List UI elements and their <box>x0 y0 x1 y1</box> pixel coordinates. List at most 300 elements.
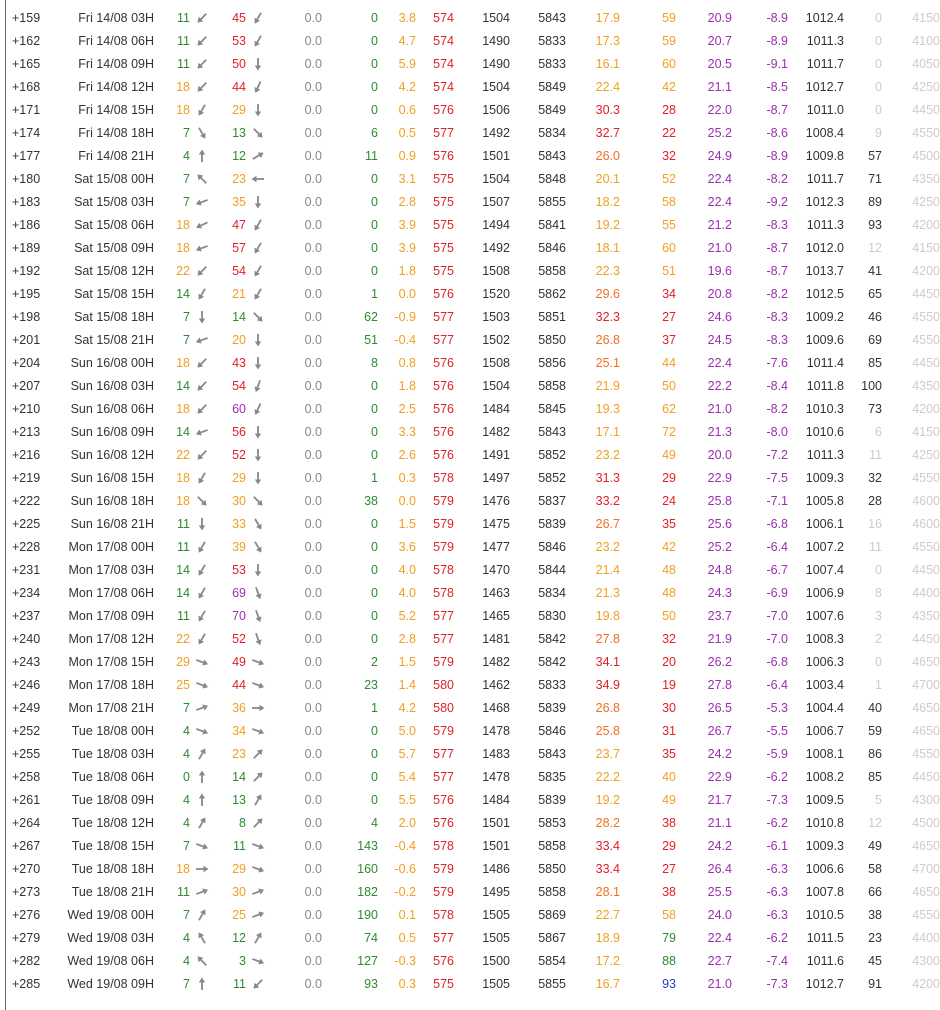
wind-speed: 18 <box>176 402 190 416</box>
freezing-level: 1504 <box>482 11 510 25</box>
forecast-datetime: Mon 17/08 00H <box>68 540 154 554</box>
level-of-free-convection: 4450 <box>912 632 940 646</box>
forecast-hour: +180 <box>12 172 41 186</box>
forecast-hour: +201 <box>12 333 41 347</box>
wind-direction-arrow-icon <box>194 907 210 923</box>
cape-value: 0 <box>371 402 378 416</box>
gust-direction-icon <box>250 217 266 233</box>
precipitation: 0.0 <box>304 172 322 186</box>
temperature-500: -8.3 <box>766 310 788 324</box>
table-row <box>0 789 940 812</box>
lifted-index: 0.5 <box>398 126 416 140</box>
cloud-cover: 0 <box>875 103 882 117</box>
temperature-500: -6.8 <box>766 655 788 669</box>
temperature-500: -9.1 <box>766 57 788 71</box>
theta-e: 579 <box>433 540 454 554</box>
theta-e: 576 <box>433 425 454 439</box>
gust-direction-icon <box>250 608 266 624</box>
forecast-hour: +282 <box>12 954 41 968</box>
wind-direction-arrow-icon <box>194 355 210 371</box>
wind-gust: 44 <box>232 678 246 692</box>
relative-humidity: 50 <box>662 609 676 623</box>
temperature-2m: 21.3 <box>595 586 620 600</box>
level-of-free-convection: 4550 <box>912 310 940 324</box>
wind-direction-icon <box>194 700 210 716</box>
wind-direction-arrow-icon <box>250 148 266 164</box>
temperature-2m: 34.9 <box>595 678 620 692</box>
temperature-850: 26.2 <box>707 655 732 669</box>
freezing-level: 1490 <box>482 34 510 48</box>
temperature-850: 20.0 <box>707 448 732 462</box>
geopotential-500: 5854 <box>538 954 566 968</box>
temperature-850: 20.5 <box>707 57 732 71</box>
cloud-cover: 69 <box>868 333 882 347</box>
level-of-free-convection: 4250 <box>912 448 940 462</box>
level-of-free-convection: 4650 <box>912 885 940 899</box>
wind-direction-arrow-icon <box>194 194 210 210</box>
gust-direction-icon <box>250 815 266 831</box>
wind-direction-arrow-icon <box>194 677 210 693</box>
relative-humidity: 37 <box>662 333 676 347</box>
wind-direction-arrow-icon <box>194 33 210 49</box>
relative-humidity: 19 <box>662 678 676 692</box>
wind-direction-arrow-icon <box>194 769 210 785</box>
sea-level-pressure: 1012.0 <box>805 241 844 255</box>
temperature-850: 22.4 <box>707 931 732 945</box>
wind-direction-arrow-icon <box>194 79 210 95</box>
theta-e: 578 <box>433 839 454 853</box>
table-row <box>0 835 940 858</box>
theta-e: 575 <box>433 195 454 209</box>
temperature-2m: 19.2 <box>595 218 620 232</box>
cape-value: 160 <box>357 862 378 876</box>
precipitation: 0.0 <box>304 333 322 347</box>
temperature-850: 26.7 <box>707 724 732 738</box>
theta-e: 576 <box>433 287 454 301</box>
relative-humidity: 60 <box>662 57 676 71</box>
forecast-datetime: Sat 15/08 00H <box>74 172 154 186</box>
lifted-index: 5.2 <box>398 609 416 623</box>
theta-e: 577 <box>433 126 454 140</box>
lifted-index: 0.8 <box>398 356 416 370</box>
temperature-2m: 25.8 <box>595 724 620 738</box>
forecast-hour: +270 <box>12 862 41 876</box>
wind-gust: 53 <box>232 563 246 577</box>
lifted-index: 3.8 <box>398 11 416 25</box>
temperature-500: -6.4 <box>766 540 788 554</box>
level-of-free-convection: 4450 <box>912 563 940 577</box>
theta-e: 578 <box>433 471 454 485</box>
gust-direction-icon <box>250 677 266 693</box>
wind-direction-icon <box>194 33 210 49</box>
wind-direction-arrow-icon <box>194 56 210 72</box>
temperature-850: 19.6 <box>707 264 732 278</box>
wind-direction-arrow-icon <box>194 10 210 26</box>
lifted-index: -0.4 <box>394 333 416 347</box>
temperature-2m: 26.7 <box>595 517 620 531</box>
temperature-2m: 33.4 <box>595 839 620 853</box>
forecast-datetime: Sun 16/08 21H <box>70 517 154 531</box>
wind-gust: 49 <box>232 655 246 669</box>
wind-speed: 11 <box>177 34 190 48</box>
cloud-cover: 3 <box>875 609 882 623</box>
cape-value: 127 <box>357 954 378 968</box>
wind-direction-icon <box>194 148 210 164</box>
forecast-hour: +273 <box>12 885 41 899</box>
wind-speed: 14 <box>176 563 190 577</box>
wind-gust: 60 <box>232 402 246 416</box>
temperature-500: -6.3 <box>766 908 788 922</box>
temperature-500: -6.9 <box>766 586 788 600</box>
temperature-850: 21.9 <box>707 632 732 646</box>
sea-level-pressure: 1004.4 <box>805 701 844 715</box>
sea-level-pressure: 1010.6 <box>805 425 844 439</box>
temperature-850: 24.0 <box>707 908 732 922</box>
cloud-cover: 16 <box>868 517 882 531</box>
theta-e: 576 <box>433 149 454 163</box>
temperature-2m: 17.1 <box>595 425 620 439</box>
wind-gust: 23 <box>232 172 246 186</box>
wind-speed: 11 <box>177 540 190 554</box>
cloud-cover: 0 <box>875 655 882 669</box>
wind-speed: 0 <box>183 770 190 784</box>
wind-speed: 22 <box>176 264 190 278</box>
gust-direction-icon <box>250 861 266 877</box>
precipitation: 0.0 <box>304 241 322 255</box>
wind-speed: 7 <box>183 908 190 922</box>
geopotential-500: 5844 <box>538 563 566 577</box>
forecast-datetime: Fri 14/08 12H <box>78 80 154 94</box>
wind-gust: 20 <box>232 333 246 347</box>
wind-direction-arrow-icon <box>250 654 266 670</box>
cloud-cover: 89 <box>868 195 882 209</box>
sea-level-pressure: 1012.5 <box>805 287 844 301</box>
cloud-cover: 6 <box>875 425 882 439</box>
sea-level-pressure: 1008.2 <box>805 770 844 784</box>
wind-gust: 52 <box>232 632 246 646</box>
theta-e: 577 <box>433 609 454 623</box>
geopotential-500: 5841 <box>538 218 566 232</box>
gust-direction-icon <box>250 286 266 302</box>
forecast-hour: +264 <box>12 816 41 830</box>
wind-direction-icon <box>194 102 210 118</box>
precipitation: 0.0 <box>304 586 322 600</box>
sea-level-pressure: 1009.2 <box>805 310 844 324</box>
temperature-2m: 28.2 <box>595 816 620 830</box>
wind-direction-arrow-icon <box>250 102 266 118</box>
forecast-hour: +210 <box>12 402 41 416</box>
wind-gust: 29 <box>232 471 246 485</box>
freezing-level: 1507 <box>482 195 510 209</box>
wind-speed: 14 <box>176 287 190 301</box>
geopotential-500: 5858 <box>538 264 566 278</box>
geopotential-500: 5839 <box>538 517 566 531</box>
geopotential-500: 5846 <box>538 724 566 738</box>
gust-direction-icon <box>250 171 266 187</box>
wind-speed: 7 <box>183 126 190 140</box>
forecast-hour: +204 <box>12 356 41 370</box>
table-row <box>0 973 940 996</box>
level-of-free-convection: 4100 <box>912 34 940 48</box>
gust-direction-icon <box>250 148 266 164</box>
cloud-cover: 45 <box>868 954 882 968</box>
relative-humidity: 35 <box>662 517 676 531</box>
temperature-2m: 25.1 <box>595 356 620 370</box>
temperature-500: -7.0 <box>766 632 788 646</box>
cloud-cover: 93 <box>868 218 882 232</box>
forecast-datetime: Tue 18/08 21H <box>71 885 154 899</box>
cape-value: 1 <box>371 471 378 485</box>
temperature-850: 25.8 <box>707 494 732 508</box>
cape-value: 0 <box>371 172 378 186</box>
precipitation: 0.0 <box>304 448 322 462</box>
temperature-500: -8.2 <box>766 287 788 301</box>
relative-humidity: 38 <box>662 885 676 899</box>
forecast-datetime: Wed 19/08 06H <box>67 954 154 968</box>
relative-humidity: 31 <box>662 724 676 738</box>
temperature-850: 25.2 <box>707 540 732 554</box>
cloud-cover: 8 <box>875 586 882 600</box>
temperature-2m: 32.3 <box>595 310 620 324</box>
gust-direction-icon <box>250 102 266 118</box>
precipitation: 0.0 <box>304 218 322 232</box>
gust-direction-icon <box>250 884 266 900</box>
precipitation: 0.0 <box>304 724 322 738</box>
freezing-level: 1505 <box>482 931 510 945</box>
temperature-500: -8.2 <box>766 402 788 416</box>
wind-direction-arrow-icon <box>250 355 266 371</box>
wind-direction-arrow-icon <box>194 930 210 946</box>
level-of-free-convection: 4700 <box>912 862 940 876</box>
temperature-500: -8.4 <box>766 379 788 393</box>
wind-direction-icon <box>194 815 210 831</box>
wind-direction-arrow-icon <box>250 309 266 325</box>
forecast-hour: +162 <box>12 34 41 48</box>
freezing-level: 1462 <box>482 678 510 692</box>
lifted-index: -0.3 <box>394 954 416 968</box>
level-of-free-convection: 4350 <box>912 172 940 186</box>
lifted-index: 1.5 <box>398 517 416 531</box>
wind-direction-arrow-icon <box>250 746 266 762</box>
cape-value: 0 <box>371 80 378 94</box>
wind-speed: 14 <box>176 586 190 600</box>
theta-e: 576 <box>433 402 454 416</box>
gust-direction-icon <box>250 562 266 578</box>
forecast-datetime: Sat 15/08 21H <box>74 333 154 347</box>
wind-gust: 13 <box>232 126 246 140</box>
forecast-datetime: Tue 18/08 06H <box>71 770 154 784</box>
freezing-level: 1478 <box>482 770 510 784</box>
wind-direction-arrow-icon <box>250 56 266 72</box>
level-of-free-convection: 4200 <box>912 977 940 991</box>
freezing-level: 1491 <box>482 448 510 462</box>
table-row <box>0 375 940 398</box>
table-row <box>0 950 940 973</box>
geopotential-500: 5833 <box>538 34 566 48</box>
relative-humidity: 35 <box>662 747 676 761</box>
wind-direction-icon <box>194 769 210 785</box>
gust-direction-icon <box>250 447 266 463</box>
temperature-2m: 16.7 <box>595 977 620 991</box>
geopotential-500: 5834 <box>538 126 566 140</box>
gust-direction-icon <box>250 470 266 486</box>
freezing-level: 1508 <box>482 264 510 278</box>
temperature-500: -6.4 <box>766 678 788 692</box>
gust-direction-icon <box>250 654 266 670</box>
cloud-cover: 73 <box>868 402 882 416</box>
cape-value: 1 <box>371 701 378 715</box>
temperature-2m: 34.1 <box>595 655 620 669</box>
temperature-500: -7.1 <box>766 494 788 508</box>
cape-value: 0 <box>371 517 378 531</box>
wind-direction-arrow-icon <box>250 217 266 233</box>
geopotential-500: 5837 <box>538 494 566 508</box>
temperature-850: 24.3 <box>707 586 732 600</box>
precipitation: 0.0 <box>304 149 322 163</box>
temperature-850: 26.4 <box>707 862 732 876</box>
wind-direction-arrow-icon <box>250 470 266 486</box>
wind-direction-arrow-icon <box>250 769 266 785</box>
temperature-850: 24.2 <box>707 839 732 853</box>
geopotential-500: 5842 <box>538 655 566 669</box>
table-row <box>0 697 940 720</box>
geopotential-500: 5846 <box>538 241 566 255</box>
cape-value: 0 <box>371 241 378 255</box>
table-row <box>0 53 940 76</box>
forecast-hour: +183 <box>12 195 41 209</box>
wind-direction-arrow-icon <box>194 792 210 808</box>
table-row <box>0 260 940 283</box>
cape-value: 0 <box>371 793 378 807</box>
relative-humidity: 28 <box>662 103 676 117</box>
cape-value: 0 <box>371 448 378 462</box>
relative-humidity: 88 <box>662 954 676 968</box>
wind-direction-arrow-icon <box>250 884 266 900</box>
gust-direction-icon <box>250 976 266 992</box>
theta-e: 575 <box>433 977 454 991</box>
forecast-hour: +222 <box>12 494 41 508</box>
table-row <box>0 605 940 628</box>
wind-gust: 45 <box>232 11 246 25</box>
precipitation: 0.0 <box>304 126 322 140</box>
wind-direction-arrow-icon <box>250 562 266 578</box>
freezing-level: 1505 <box>482 908 510 922</box>
wind-direction-arrow-icon <box>194 746 210 762</box>
wind-direction-icon <box>194 976 210 992</box>
theta-e: 576 <box>433 448 454 462</box>
temperature-2m: 18.1 <box>595 241 620 255</box>
wind-gust: 21 <box>232 287 246 301</box>
wind-speed: 22 <box>176 448 190 462</box>
table-row <box>0 536 940 559</box>
wind-direction-arrow-icon <box>194 654 210 670</box>
wind-gust: 14 <box>232 310 246 324</box>
wind-gust: 47 <box>232 218 246 232</box>
wind-direction-arrow-icon <box>250 907 266 923</box>
cloud-cover: 91 <box>868 977 882 991</box>
geopotential-500: 5851 <box>538 310 566 324</box>
theta-e: 579 <box>433 724 454 738</box>
temperature-2m: 21.4 <box>595 563 620 577</box>
forecast-datetime: Tue 18/08 00H <box>71 724 154 738</box>
temperature-2m: 19.2 <box>595 793 620 807</box>
forecast-datetime: Sat 15/08 12H <box>74 264 154 278</box>
forecast-hour: +168 <box>12 80 41 94</box>
temperature-2m: 23.7 <box>595 747 620 761</box>
cloud-cover: 2 <box>875 632 882 646</box>
wind-speed: 7 <box>183 977 190 991</box>
temperature-500: -6.2 <box>766 770 788 784</box>
cloud-cover: 40 <box>868 701 882 715</box>
temperature-2m: 22.2 <box>595 770 620 784</box>
lifted-index: 2.8 <box>398 195 416 209</box>
cape-value: 8 <box>371 356 378 370</box>
gust-direction-icon <box>250 194 266 210</box>
theta-e: 579 <box>433 862 454 876</box>
cloud-cover: 0 <box>875 11 882 25</box>
lifted-index: 0.6 <box>398 103 416 117</box>
wind-direction-arrow-icon <box>194 884 210 900</box>
level-of-free-convection: 4700 <box>912 678 940 692</box>
cloud-cover: 11 <box>869 448 882 462</box>
wind-direction-arrow-icon <box>194 217 210 233</box>
cloud-cover: 100 <box>861 379 882 393</box>
lifted-index: 5.7 <box>398 747 416 761</box>
wind-direction-arrow-icon <box>250 838 266 854</box>
forecast-hour: +258 <box>12 770 41 784</box>
cloud-cover: 12 <box>868 241 882 255</box>
theta-e: 577 <box>433 770 454 784</box>
wind-direction-icon <box>194 585 210 601</box>
forecast-datetime: Sun 16/08 15H <box>70 471 154 485</box>
cape-value: 0 <box>371 264 378 278</box>
geopotential-500: 5845 <box>538 402 566 416</box>
precipitation: 0.0 <box>304 655 322 669</box>
lifted-index: 2.5 <box>398 402 416 416</box>
lifted-index: 4.0 <box>398 586 416 600</box>
table-row <box>0 444 940 467</box>
forecast-datetime: Tue 18/08 18H <box>71 862 154 876</box>
lifted-index: 2.8 <box>398 632 416 646</box>
temperature-500: -9.2 <box>766 195 788 209</box>
lifted-index: 5.9 <box>398 57 416 71</box>
sea-level-pressure: 1012.7 <box>805 977 844 991</box>
geopotential-500: 5843 <box>538 425 566 439</box>
wind-speed: 18 <box>176 494 190 508</box>
level-of-free-convection: 4350 <box>912 609 940 623</box>
temperature-500: -5.3 <box>766 701 788 715</box>
theta-e: 577 <box>433 333 454 347</box>
wind-gust: 36 <box>232 701 246 715</box>
wind-direction-arrow-icon <box>194 263 210 279</box>
relative-humidity: 62 <box>662 402 676 416</box>
cape-value: 0 <box>371 586 378 600</box>
geopotential-500: 5862 <box>538 287 566 301</box>
freezing-level: 1504 <box>482 80 510 94</box>
wind-gust: 29 <box>232 862 246 876</box>
lifted-index: 5.0 <box>398 724 416 738</box>
geopotential-500: 5850 <box>538 333 566 347</box>
sea-level-pressure: 1010.5 <box>805 908 844 922</box>
sea-level-pressure: 1006.9 <box>805 586 844 600</box>
forecast-datetime: Fri 14/08 03H <box>78 11 154 25</box>
precipitation: 0.0 <box>304 264 322 278</box>
geopotential-500: 5839 <box>538 793 566 807</box>
level-of-free-convection: 4500 <box>912 816 940 830</box>
geopotential-500: 5867 <box>538 931 566 945</box>
wind-speed: 11 <box>177 11 190 25</box>
wind-direction-icon <box>194 355 210 371</box>
